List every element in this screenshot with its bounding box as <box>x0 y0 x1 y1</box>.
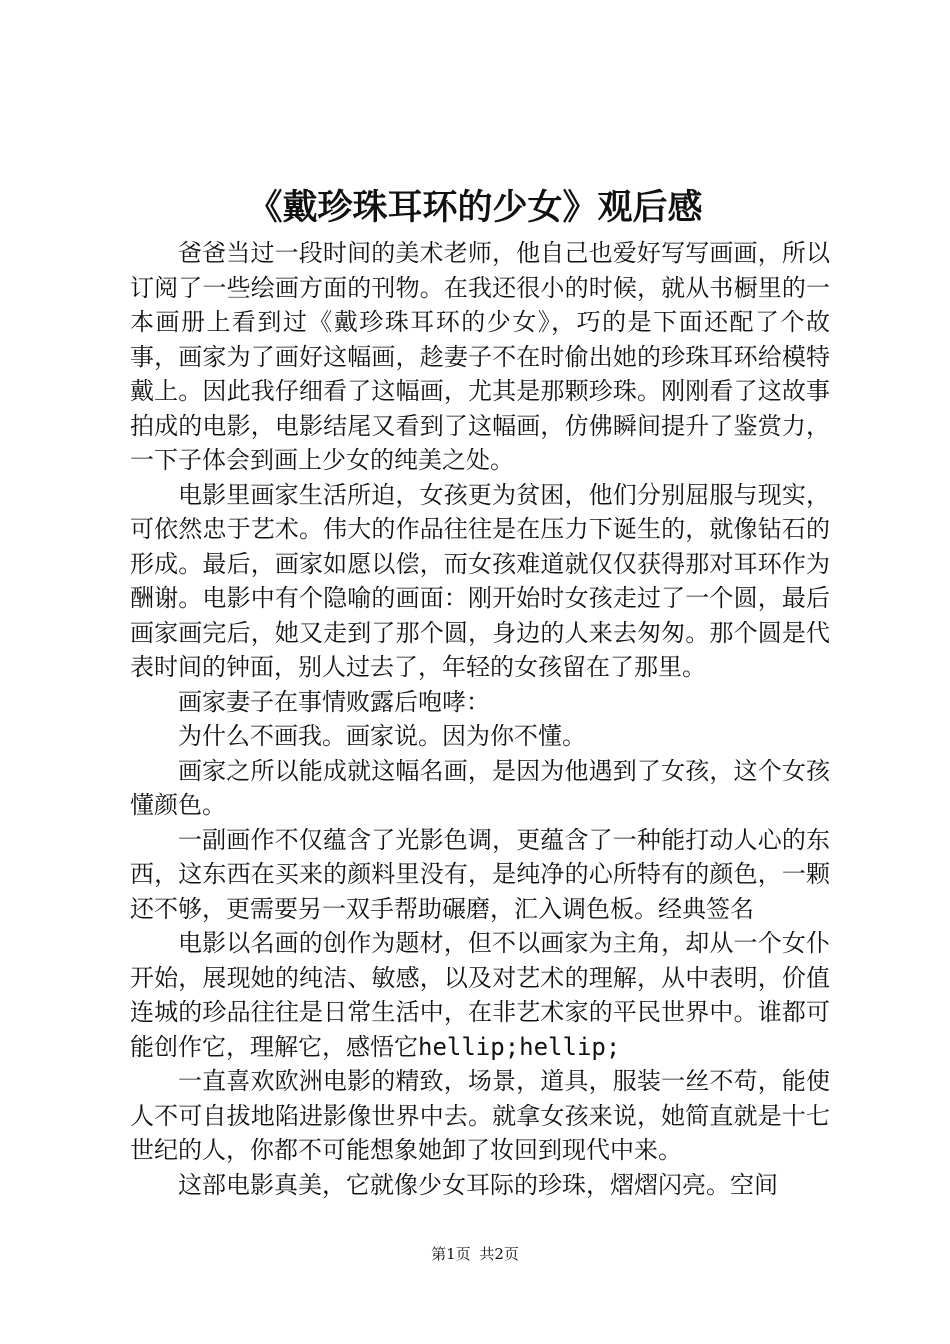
paragraph: 画家妻子在事情败露后咆哮： <box>178 687 490 716</box>
paragraph: 画家之所以能成就这幅名画，是因为他遇到了女孩，这个女孩懂颜色。 <box>130 756 830 819</box>
paragraph: 爸爸当过一段时间的美术老师，他自己也爱好写写画画，所以订阅了一些绘画方面的刊物。在我还很小的时候，就从书橱里的一本画册上看到过《戴珍珠耳环的少女》，巧的是下面还配了个故事，画家为了画好这幅画，趁妻子不在时偷出她的珍珠耳环给模特戴上。因此我仔细看了这幅画，尤其是那颗珍珠。刚刚看了这故事拍成的电影，电影结尾又看到了这幅画，仿佛瞬间提升了鉴赏力，一下子体会到画上少女的纯美之处。 <box>130 239 830 474</box>
paragraph: 电影里画家生活所迫，女孩更为贫困，他们分别屈服与现实，可依然忠于艺术。伟大的作品往往是在压力下诞生的，就像钻石的形成。最后，画家如愿以偿，而女孩难道就仅仅获得那对耳环作为酬谢。电影中有个隐喻的画面：刚开始时女孩走过了一个圆，最后画家画完后，她又走到了那个圆，身边的人来去匆匆。那个圆是代表时间的钟面，别人过去了，年轻的女孩留在了那里。 <box>130 480 830 681</box>
paragraph: 为什么不画我。画家说。因为你不懂。 <box>178 722 586 750</box>
paragraph: 电影以名画的创作为题材，但不以画家为主角，却从一个女仆开始，展现她的纯洁、敏感，以及对艺术的理解，从中表明，价值连城的珍品往往是日常生活中，在非艺术家的平民世界中。谁都可能创作它，理解它，感悟它hellip;hellip; <box>130 929 830 1061</box>
page-footer <box>0 1244 950 1264</box>
paragraph: 这部电影真美，它就像少女耳际的珍珠，熠熠闪亮。空间 <box>178 1170 778 1199</box>
page-total: 共2页 <box>479 1245 519 1263</box>
paragraph: 一直喜欢欧洲电影的精致，场景，道具，服装一丝不苟，能使人不可自拔地陷进影像世界中去。就拿女孩来说，她简直就是十七世纪的人，你都不可能想象她卸了妆回到现代中来。 <box>130 1067 830 1164</box>
paragraph: 一副画作不仅蕴含了光影色调，更蕴含了一种能打动人心的东西，这东西在买来的颜料里没有，是纯净的心所特有的颜色，一颗还不够，更需要另一双手帮助碾磨，汇入调色板。经典签名 <box>130 825 830 923</box>
document-body <box>130 236 830 1202</box>
page-title: 《戴珍珠耳环的少女》观后感 <box>247 187 703 228</box>
page-number: 第1页 <box>431 1245 471 1263</box>
